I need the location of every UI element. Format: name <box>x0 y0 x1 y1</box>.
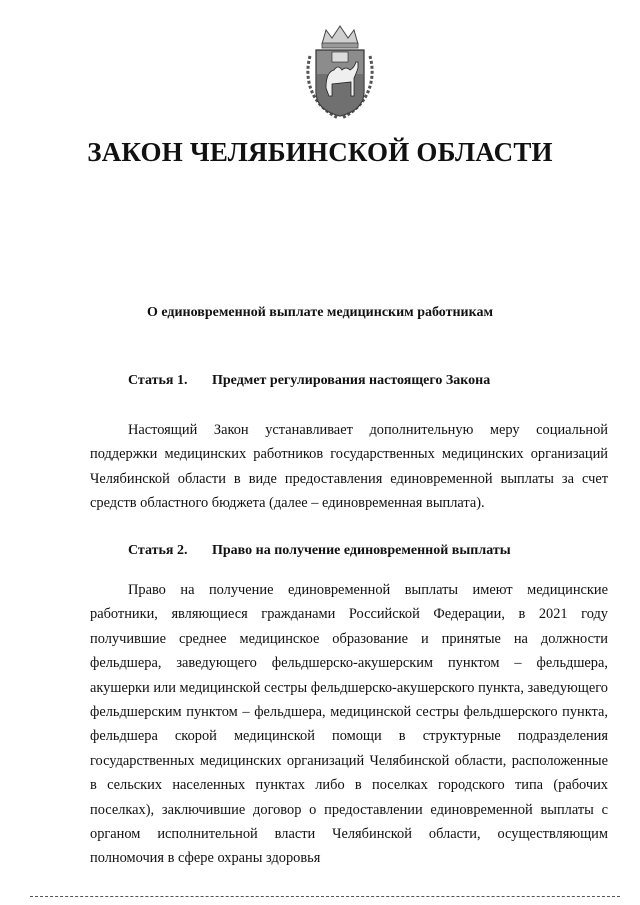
page-footer-divider <box>30 896 620 897</box>
article-2-number: Статья 2. <box>128 543 188 558</box>
article-1-text: Настоящий Закон устанавливает дополнительную меру социальной поддержки медицинских работников государственных медицинских организаций Челябинской области в виде предоставления единовременной выплаты за счет средств областного бюджета (далее – единовременная выплата). <box>90 422 608 512</box>
coat-of-arms-emblem <box>300 22 380 122</box>
law-subject-heading: О единовременной выплате медицинским работникам <box>146 305 494 320</box>
article-2-title: Право на получение единовременной выплаты <box>212 543 511 558</box>
document-title: ЗАКОН ЧЕЛЯБИНСКОЙ ОБЛАСТИ <box>87 137 553 167</box>
article-2-text: Право на получение единовременной выплаты имеют медицинские работники, являющиеся гражданами Российской Федерации, в 2021 году получившие среднее медицинское образование и принятые на должности фельдшера, заведующего фельдшерско-акушерским пунктом – фельдшера, акушерки или медицинской сестры фельдшерско-акушерского пункта, заведующего фельдшерским пунктом – фельдшера, медицинской сестры фельдшерского пункта, фельдшера скорой медицинской помощи в структурные подразделения государственных медицинских организаций Челябинской области, расположенные в сельских населенных пунктах либо в поселках городского типа (рабочих поселках), заключившие договор о предоставлении единовременной выплаты с органом исполнительной власти Челябинской области, осуществляющим полномочия в сфере охраны здоровья <box>90 582 608 867</box>
article-1-number: Статья 1. <box>128 373 188 388</box>
article-1-title: Предмет регулирования настоящего Закона <box>212 373 491 388</box>
article-2-heading <box>128 543 511 559</box>
article-1-heading <box>128 373 490 389</box>
